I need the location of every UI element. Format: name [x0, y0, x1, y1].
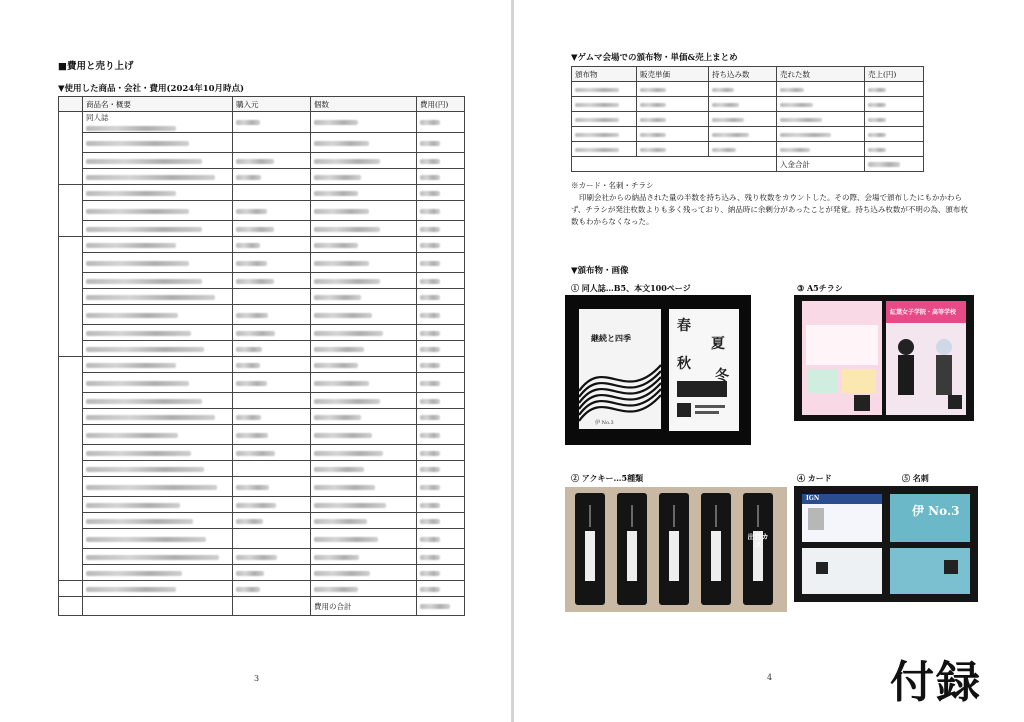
redacted-cell — [780, 133, 831, 137]
redacted-cell — [86, 399, 202, 404]
redacted-cell — [236, 209, 267, 214]
redacted-cell — [236, 503, 276, 508]
redacted-summary-total — [868, 162, 900, 167]
keychain-photo — [565, 487, 787, 612]
redacted-cell — [86, 141, 189, 146]
redacted-cell — [712, 133, 749, 137]
caption-meishi: ⑤ 名刺 — [902, 473, 929, 483]
table-row — [59, 373, 465, 393]
redacted-cell — [420, 415, 440, 420]
redacted-cell — [314, 485, 375, 490]
redacted-cell — [314, 433, 372, 438]
table-row — [59, 425, 465, 445]
redacted-cell — [314, 313, 372, 318]
table-row — [59, 237, 465, 253]
summary-table — [571, 66, 924, 172]
redacted-cell — [780, 88, 804, 92]
meishi-name: 伊 No.3 — [912, 504, 960, 518]
redacted-cell — [420, 243, 440, 248]
redacted-cell — [640, 133, 666, 137]
flyer-photo — [794, 295, 974, 421]
table-row — [59, 112, 465, 133]
redacted-cell — [86, 467, 204, 472]
redacted-cell — [420, 141, 440, 146]
kanji-autumn: 秋 — [677, 356, 691, 372]
redacted-cell — [236, 571, 264, 576]
redacted-cell — [86, 571, 182, 576]
redacted-cell — [640, 88, 666, 92]
table-row — [59, 253, 465, 273]
group-cell — [59, 185, 83, 237]
redacted-cell — [314, 537, 378, 542]
first-item-label: 同人誌 — [86, 113, 109, 122]
table-row — [59, 477, 465, 497]
redacted-cell — [86, 519, 193, 524]
redacted-cell — [640, 103, 666, 107]
kanji-spring: 春 — [677, 318, 691, 334]
summary-total-label: 入金合計 — [777, 157, 865, 172]
redacted-cell — [575, 118, 619, 122]
redacted-cell — [314, 415, 361, 420]
redacted-cell — [86, 415, 215, 420]
redacted-cell — [420, 485, 440, 490]
right-page-number: 4 — [767, 673, 773, 682]
redacted-cell — [86, 279, 202, 284]
redacted-cell — [86, 209, 189, 214]
col-sold: 売れた数 — [777, 67, 865, 82]
section-title: ■費用と売り上げ — [58, 61, 134, 72]
table-row — [59, 169, 465, 185]
redacted-cell — [420, 571, 440, 576]
redacted-cell — [236, 120, 260, 125]
redacted-cell — [420, 295, 440, 300]
group-cell — [59, 112, 83, 185]
redacted-cell — [86, 191, 176, 196]
expense-table-title: ▼使用した商品・会社・費用(2024年10月時点) — [58, 84, 245, 94]
redacted-cell — [314, 399, 380, 404]
table-row — [59, 445, 465, 461]
table-row — [59, 185, 465, 201]
redacted-cell — [86, 555, 219, 560]
table-row — [59, 513, 465, 529]
redacted-cell — [236, 243, 260, 248]
table-row — [59, 529, 465, 549]
redacted-cell — [86, 537, 206, 542]
keychain-label: 出目カス — [747, 532, 769, 549]
redacted-cell — [420, 175, 440, 180]
redacted-cell — [86, 313, 178, 318]
table-row — [59, 357, 465, 373]
images-title: ▼頒布物・画像 — [571, 266, 629, 276]
caption-keychain: ② アクキー…5種類 — [571, 473, 644, 483]
redacted-cell — [236, 175, 261, 180]
redacted-cell — [86, 347, 204, 352]
redacted-cell — [86, 503, 180, 508]
table-row — [59, 201, 465, 221]
redacted-cell — [236, 261, 267, 266]
redacted-cell — [86, 175, 215, 180]
flyer-school-name: 紅葉女子学院・高等学校 — [890, 309, 957, 316]
col-item: 商品名・概要 — [83, 97, 233, 112]
redacted-cell — [420, 555, 440, 560]
caption-card: ④ カード — [797, 473, 832, 483]
redacted-cell — [575, 88, 619, 92]
redacted-cell — [420, 279, 440, 284]
table-row — [59, 221, 465, 237]
card-brand: IGN — [806, 495, 820, 502]
redacted-cell — [314, 467, 364, 472]
redacted-cell — [868, 148, 886, 152]
table-row — [572, 127, 924, 142]
redacted-cell — [420, 467, 440, 472]
redacted-cell — [420, 331, 440, 336]
kanji-summer: 夏 — [711, 336, 725, 352]
redacted-cell — [86, 295, 215, 300]
redacted-cell — [314, 347, 364, 352]
redacted-cell — [236, 519, 263, 524]
redacted-cell — [420, 159, 440, 164]
col-price: 販売単価 — [637, 67, 709, 82]
table-row — [59, 273, 465, 289]
redacted-cell — [420, 261, 440, 266]
redacted-cell — [420, 399, 440, 404]
redacted-cell — [314, 243, 358, 248]
redacted-cell — [236, 363, 260, 368]
redacted-cell — [314, 519, 367, 524]
redacted-cell — [314, 503, 386, 508]
redacted-cell — [314, 209, 369, 214]
redacted-cell — [640, 148, 666, 152]
redacted-cell — [86, 243, 176, 248]
appendix-label: 付録 — [890, 657, 982, 708]
redacted-cell — [314, 451, 383, 456]
book-cover-title: 継続と四季 — [591, 333, 631, 343]
col-item: 頒布物 — [572, 67, 637, 82]
note-heading: ※カード・名刺・チラシ — [571, 181, 654, 190]
redacted-cell — [236, 279, 274, 284]
redacted-cell — [314, 331, 383, 336]
redacted-cell — [420, 537, 440, 542]
table-row — [59, 565, 465, 581]
redacted-cell — [86, 587, 176, 592]
redacted-cell — [575, 103, 619, 107]
left-page — [0, 0, 511, 722]
redacted-cell — [314, 381, 369, 386]
redacted-cell — [314, 295, 361, 300]
redacted-cell — [236, 485, 269, 490]
table-row — [572, 82, 924, 97]
redacted-cell — [86, 451, 191, 456]
redacted-cell — [236, 415, 261, 420]
redacted-cell — [420, 313, 440, 318]
summary-title: ▼ゲムマ会場での頒布物・単価&売上まとめ — [571, 53, 738, 63]
redacted-cell — [236, 159, 274, 164]
redacted-cell — [86, 126, 176, 131]
redacted-cell — [314, 175, 361, 180]
right-page — [514, 0, 1024, 722]
summary-header-row — [572, 67, 924, 82]
redacted-cell — [236, 555, 277, 560]
table-row — [59, 289, 465, 305]
redacted-cell — [420, 451, 440, 456]
redacted-cell — [420, 587, 440, 592]
caption-book: ① 同人誌…B5、本文100ページ — [571, 283, 691, 293]
summary-total-row — [572, 157, 924, 172]
redacted-cell — [780, 103, 813, 107]
redacted-cell — [236, 451, 275, 456]
redacted-cell — [314, 571, 370, 576]
table-row — [59, 409, 465, 425]
redacted-cell — [575, 133, 619, 137]
table-row — [59, 305, 465, 325]
table-row — [59, 461, 465, 477]
keychain-illustration — [565, 487, 787, 612]
redacted-cell — [420, 191, 440, 196]
redacted-cell — [86, 227, 202, 232]
redacted-cell — [236, 347, 262, 352]
redacted-cell — [236, 331, 275, 336]
redacted-cell — [420, 503, 440, 508]
redacted-cell — [868, 88, 886, 92]
group-cell — [59, 357, 83, 581]
col-group — [59, 97, 83, 112]
group-cell — [59, 581, 83, 597]
redacted-cell — [420, 433, 440, 438]
table-row — [572, 142, 924, 157]
redacted-cell — [86, 485, 217, 490]
redacted-cell — [86, 261, 189, 266]
redacted-total — [420, 604, 450, 609]
redacted-cell — [236, 313, 268, 318]
redacted-cell — [314, 261, 369, 266]
redacted-cell — [780, 148, 810, 152]
redacted-cell — [712, 103, 739, 107]
redacted-cell — [868, 103, 886, 107]
table-row — [572, 97, 924, 112]
expense-total-label: 費用の合計 — [311, 597, 417, 616]
col-sales: 売上(円) — [865, 67, 924, 82]
redacted-cell — [86, 381, 189, 386]
expense-header-row — [59, 97, 465, 112]
expense-table — [58, 96, 465, 616]
col-brought: 持ち込み数 — [709, 67, 777, 82]
redacted-cell — [314, 227, 380, 232]
book-sign: 伊 No.3 — [595, 420, 614, 426]
book-photo — [565, 295, 751, 445]
redacted-cell — [420, 363, 440, 368]
redacted-cell — [314, 279, 380, 284]
table-row — [59, 153, 465, 169]
redacted-cell — [868, 133, 886, 137]
redacted-cell — [868, 118, 886, 122]
redacted-cell — [712, 148, 736, 152]
table-row — [59, 341, 465, 357]
redacted-cell — [236, 381, 267, 386]
left-page-number: 3 — [254, 674, 260, 683]
table-row — [59, 325, 465, 341]
redacted-cell — [420, 120, 440, 125]
redacted-cell — [712, 118, 744, 122]
redacted-cell — [575, 148, 619, 152]
table-row — [59, 549, 465, 565]
redacted-cell — [86, 433, 178, 438]
redacted-cell — [780, 118, 822, 122]
col-cost: 費用(円) — [417, 97, 465, 112]
caption-flyer: ③ A5チラシ — [797, 283, 843, 293]
table-row — [59, 133, 465, 153]
redacted-cell — [236, 587, 260, 592]
redacted-cell — [314, 120, 358, 125]
redacted-cell — [420, 347, 440, 352]
redacted-cell — [86, 363, 176, 368]
col-qty: 個数 — [311, 97, 417, 112]
redacted-cell — [86, 331, 191, 336]
redacted-cell — [420, 519, 440, 524]
col-vendor: 購入元 — [233, 97, 311, 112]
table-row — [59, 497, 465, 513]
redacted-cell — [420, 381, 440, 386]
redacted-cell — [236, 227, 274, 232]
table-row — [572, 112, 924, 127]
redacted-cell — [314, 141, 369, 146]
redacted-cell — [420, 209, 440, 214]
card-meishi-photo — [794, 486, 978, 602]
redacted-cell — [86, 159, 202, 164]
redacted-cell — [314, 191, 358, 196]
kanji-winter: 冬 — [715, 368, 729, 384]
redacted-cell — [314, 159, 380, 164]
group-cell — [59, 237, 83, 357]
note-body: 印刷会社からの納品された量の半数を持ち込み、残り枚数をカウントした。その際、会場で頒布したにもかかわらず、チラシが発注枚数よりも多く残っており、納品時に余剰分があったことが発覚。持ち込み枚数が不明の為、頒布枚数もわからなくなった。 — [571, 193, 968, 226]
redacted-cell — [712, 88, 734, 92]
redacted-cell — [640, 118, 666, 122]
table-row — [59, 393, 465, 409]
redacted-cell — [314, 555, 359, 560]
redacted-cell — [236, 433, 268, 438]
expense-total-row — [59, 597, 465, 616]
table-row — [59, 581, 465, 597]
redacted-cell — [420, 227, 440, 232]
redacted-cell — [314, 363, 358, 368]
redacted-cell — [314, 587, 358, 592]
